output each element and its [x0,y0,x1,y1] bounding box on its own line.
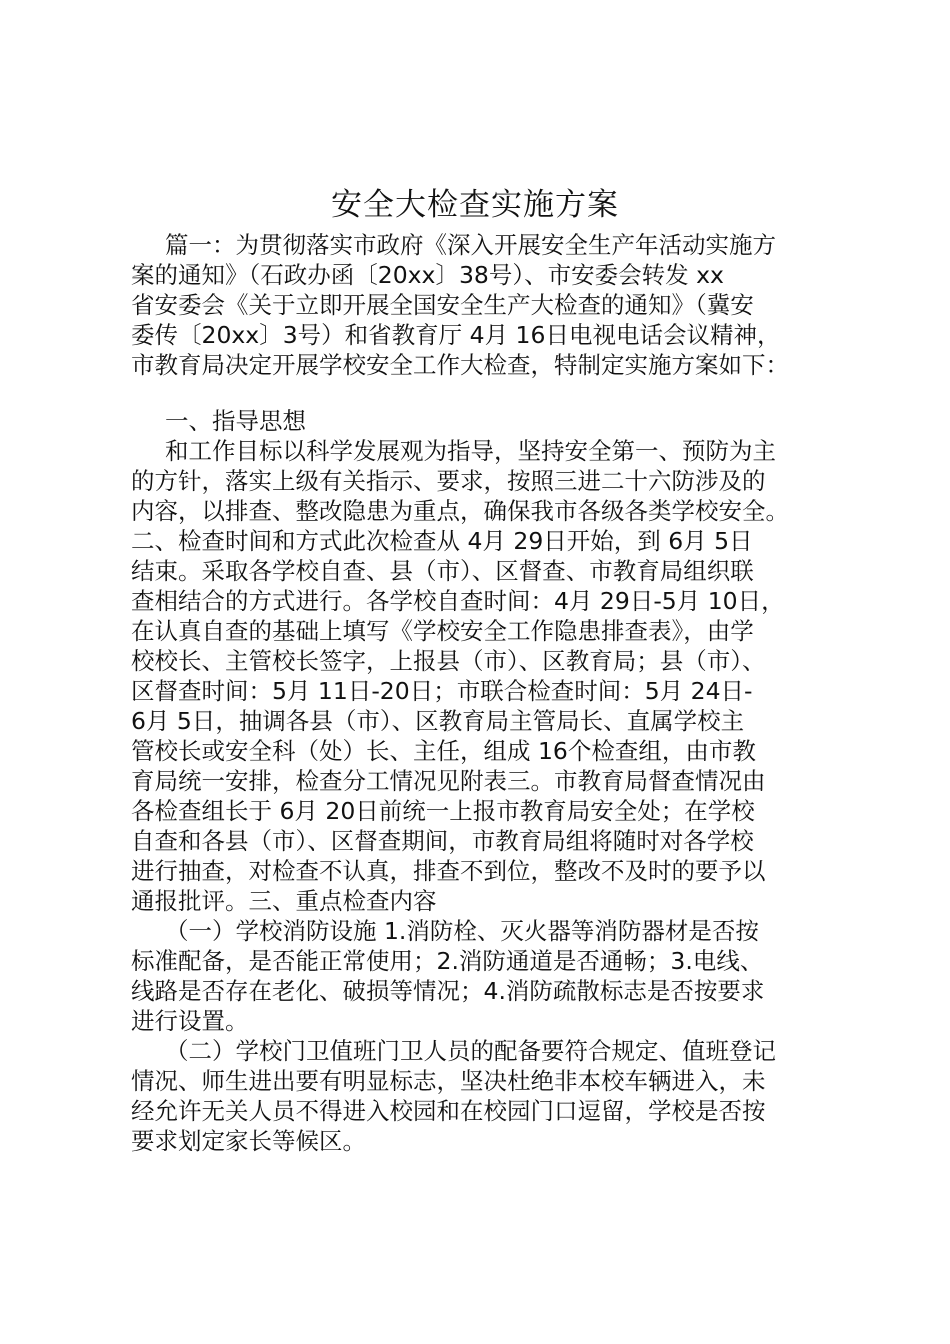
text-line: 经允许无关人员不得进入校园和在校园门口逗留，学校是否按 [131,1097,766,1125]
text-line: 的方针，落实上级有关指示、要求，按照三进二十六防涉及的 [131,467,766,495]
text-line: 校校长、主管校长签字，上报县（市）、区教育局；县（市）、 [131,647,766,675]
text-line: 内容，以排查、整改隐患为重点，确保我市各级各类学校安全。 [131,497,789,525]
text-line: 委传〔20xx〕3号）和省教育厅 4月 16日电视电话会议精神， [131,321,781,349]
text-line: （二）学校门卫值班门卫人员的配备要符合规定、值班登记 [165,1037,776,1065]
text-line: 标准配备，是否能正常使用；2.消防通道是否通畅；3.电线、 [131,947,764,975]
text-line: 进行设置。 [131,1007,249,1035]
text-line: 情况、师生进出要有明显标志，坚决杜绝非本校车辆进入，未 [131,1067,766,1095]
document-title: 安全大检查实施方案 [331,187,619,223]
text-line: 省安委会《关于立即开展全国安全生产大检查的通知》（冀安 [131,291,754,319]
text-line: 自查和各县（市）、区督查期间，市教育局组将随时对各学校 [131,827,754,855]
text-line: 育局统一安排，检查分工情况见附表三。市教育局督查情况由 [131,767,766,795]
text-line: 线路是否存在老化、破损等情况；4.消防疏散标志是否按要求 [131,977,765,1005]
text-line: 案的通知》（石政办函〔20xx〕38号）、市安委会转发 xx [131,261,724,289]
text-line: 和工作目标以科学发展观为指导，坚持安全第一、预防为主 [165,437,776,465]
text-line: 在认真自查的基础上填写《学校安全工作隐患排查表》，由学 [131,617,754,645]
text-line: （一）学校消防设施 1.消防栓、灭火器等消防器材是否按 [165,917,759,945]
text-line: 二、检查时间和方式此次检查从 4月 29日开始，到 6月 5日 [131,527,753,555]
text-line: 结束。采取各学校自查、县（市）、区督查、市教育局组织联 [131,557,754,585]
text-line: 通报批评。三、重点检查内容 [131,887,437,915]
text-line: 查相结合的方式进行。各学校自查时间：4月 29日-5月 10日， [131,587,785,615]
document-body [131,230,843,1156]
text-line: 6月 5日，抽调各县（市）、区教育局主管局长、直属学校主 [131,707,745,735]
text-line: 区督查时间：5月 11日-20日；市联合检查时间：5月 24日- [131,677,753,705]
text-line: 进行抽查，对检查不认真，排查不到位，整改不及时的要予以 [131,857,766,885]
section-heading: 一、指导思想 [165,407,306,435]
text-line: 市教育局决定开展学校安全工作大检查，特制定实施方案如下： [131,351,789,379]
text-line: 篇一：为贯彻落实市政府《深入开展安全生产年活动实施方 [165,231,776,259]
paragraph-spacer [131,380,843,406]
text-line: 各检查组长于 6月 20日前统一上报市教育局安全处；在学校 [131,797,755,825]
text-line: 要求划定家长等候区。 [131,1127,366,1155]
text-line: 管校长或安全科（处）长、主任，组成 16个检查组，由市教 [131,737,756,765]
